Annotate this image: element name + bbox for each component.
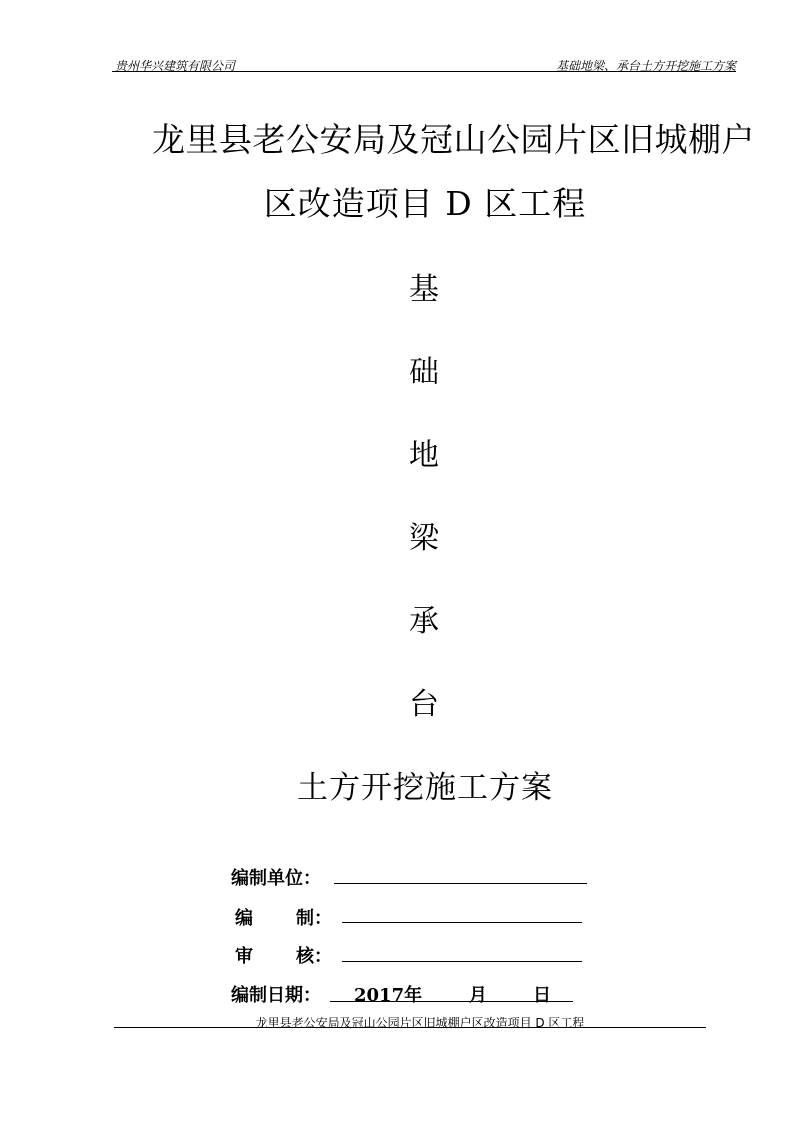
vertical-title-char-5: 承 — [409, 604, 439, 639]
compiling-unit-line — [334, 883, 587, 884]
reviewer-label-char1: 审 — [235, 946, 253, 967]
compiler-line — [342, 922, 582, 923]
compile-date-line — [330, 1001, 573, 1002]
vertical-title-char-6: 台 — [409, 687, 439, 722]
header-document-title: 基础地梁、承台土方开挖施工方案 — [555, 59, 736, 73]
reviewer-line — [342, 961, 582, 962]
compile-date-year: 2017年 — [354, 985, 423, 1006]
project-title-line2: 区改造项目 D 区工程 — [263, 184, 587, 223]
header-company-name: 贵州华兴建筑有限公司 — [115, 59, 236, 73]
compiling-unit-label: 编制单位： — [231, 868, 321, 889]
vertical-title-char-2: 础 — [409, 355, 439, 390]
header-divider — [112, 71, 736, 72]
compile-date-day: 日 — [533, 985, 551, 1006]
footer-project-name: 龙里县老公安局及冠山公园片区旧城棚户区改造项目 D 区工程 — [255, 1016, 585, 1030]
vertical-title-char-3: 地 — [409, 438, 439, 473]
compiler-label-char2: 制： — [296, 908, 332, 929]
vertical-title-char-4: 梁 — [409, 521, 439, 556]
compile-date-month: 月 — [469, 985, 487, 1006]
reviewer-label-char2: 核： — [296, 946, 332, 967]
compile-date-label: 编制日期： — [231, 985, 321, 1006]
footer-divider — [114, 1027, 706, 1028]
project-title-line1: 龙里县老公安局及冠山公园片区旧城棚户 — [152, 120, 755, 159]
vertical-title-char-1: 基 — [409, 272, 439, 307]
plan-subtitle: 土方开挖施工方案 — [297, 770, 553, 806]
compiler-label-char1: 编 — [235, 908, 253, 929]
